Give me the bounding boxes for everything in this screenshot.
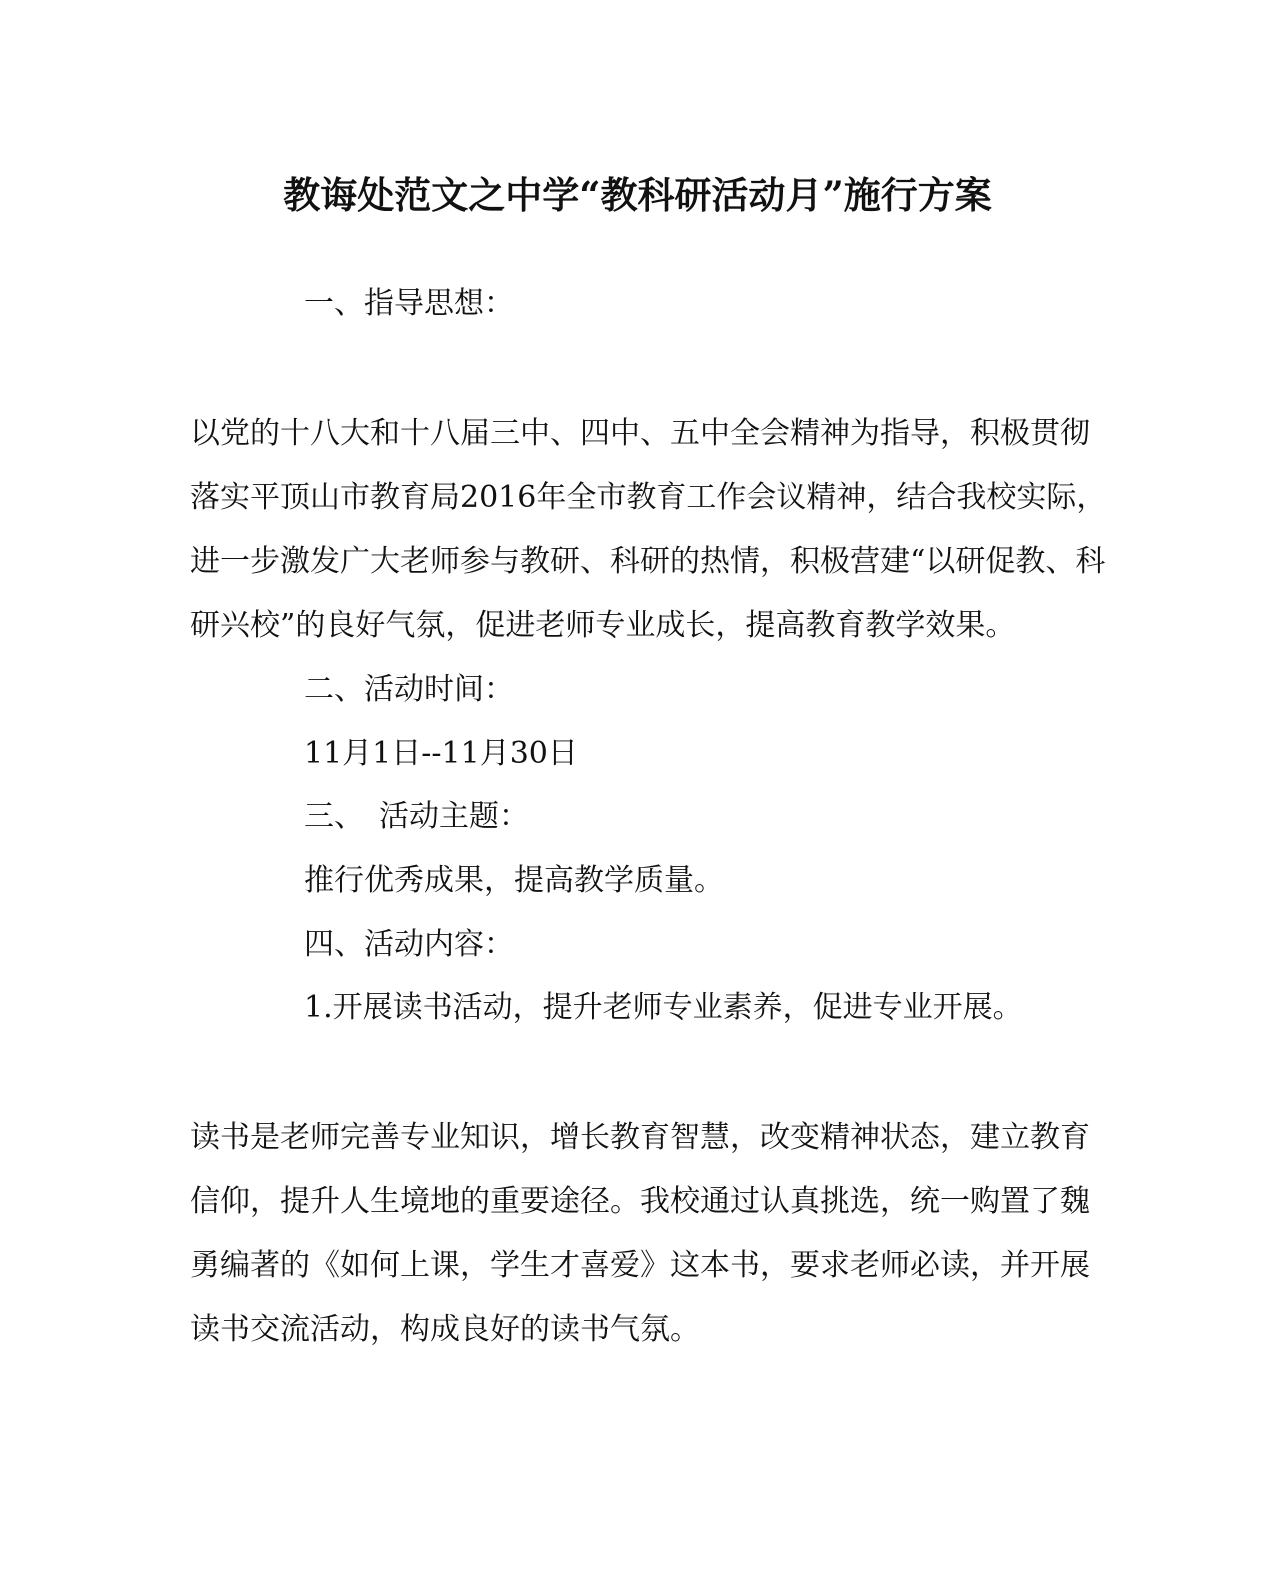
section3-body: 推行优秀成果，提高教学质量。 [304, 863, 724, 898]
section1-body-line: 以党的十八大和十八届三中、四中、五中全会精神为指导，积极贯彻 [190, 416, 1090, 451]
section4-item1-body [190, 1118, 1090, 1374]
section3-heading: 三、 活动主题： [304, 799, 529, 834]
section1-body-line: 进一步激发广大老师参与教研、科研的热情，积极营建“以研促教、科 [190, 544, 1106, 579]
section4-item1: 1.开展读书活动，提升老师专业素养，促进专业开展。 [304, 990, 1023, 1025]
section4-body-line: 勇编著的《如何上课，学生才喜爱》这本书，要求老师必读，并开展 [190, 1248, 1090, 1283]
section4-heading: 四、活动内容： [304, 927, 514, 962]
section2-heading: 二、活动时间： [304, 672, 514, 707]
section4-body-line: 读书是老师完善专业知识，增长教育智慧，改变精神状态，建立教育 [190, 1120, 1090, 1155]
section1-body-line: 落实平顶山市教育局2016年全市教育工作会议精神，结合我校实际， [190, 480, 1107, 515]
section4-body-line: 信仰，提升人生境地的重要途径。我校通过认真挑选，统一购置了魏 [190, 1184, 1090, 1219]
section2-body: 11月1日--11月30日 [304, 736, 578, 771]
section1-body-line: 研兴校”的良好气氛，促进老师专业成长，提高教育教学效果。 [190, 608, 1016, 643]
section1-heading: 一、指导思想： [304, 286, 514, 321]
section4-body-line: 读书交流活动，构成良好的读书气氛。 [190, 1312, 700, 1347]
document-title: 教诲处范文之中学“教科研活动月”施行方案 [283, 173, 992, 217]
section1-body [190, 414, 1107, 670]
